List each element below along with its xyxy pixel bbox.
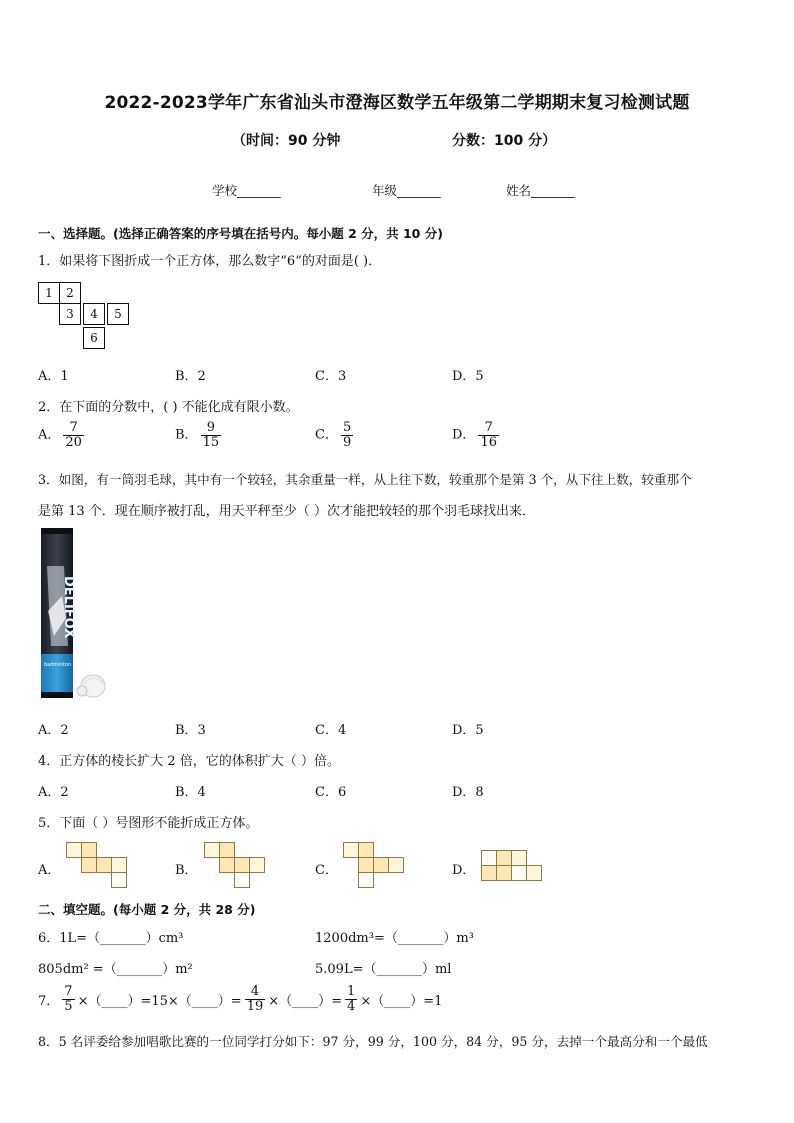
grade-field: 年级_______ <box>372 183 441 198</box>
q2-question: 2．在下面的分数中，( ) 不能化成有限小数。 <box>38 400 299 415</box>
denominator: 9 <box>342 434 352 450</box>
q2-fraction-a <box>63 421 84 449</box>
q1-option-a[interactable]: A．1 <box>38 369 69 384</box>
q3-option-d[interactable]: D．5 <box>452 723 484 738</box>
numerator: 7 <box>69 420 78 435</box>
numerator: 7 <box>64 984 73 999</box>
q7-fraction-1 <box>62 985 74 1013</box>
denominator: 15 <box>202 434 220 450</box>
q4-text: 4．正方体的棱长扩大 2 倍，它的体积扩大（ ）倍。 <box>38 754 340 769</box>
school-field: 学校_______ <box>212 183 281 198</box>
q4-option-b[interactable]: B．4 <box>175 785 206 800</box>
q7-equation <box>38 985 442 1013</box>
tube-sub-text: badminton <box>44 662 72 668</box>
q2-option-d[interactable] <box>452 421 502 449</box>
denominator: 5 <box>64 998 73 1014</box>
q4-option-c[interactable]: C．6 <box>315 785 347 800</box>
q3-option-a[interactable]: A．2 <box>38 723 69 738</box>
q6-part3: 805dm² =（_______）m² <box>38 962 193 977</box>
q3-text-line1: 3．如图，有一筒羽毛球，其中有一个较轻，其余重量一样，从上往下数，较重那个是第 3 个，从下往上数，较重那个 <box>38 472 692 487</box>
q2-option-c-label: C． <box>315 427 338 443</box>
q6-part4: 5.09L=（_______）ml <box>315 962 452 977</box>
q2-option-d-label: D． <box>452 427 476 443</box>
numerator: 4 <box>250 984 260 999</box>
denominator: 20 <box>65 434 82 450</box>
net-cell-6: 6 <box>83 327 105 349</box>
name-field: 姓名_______ <box>506 183 575 198</box>
q4-option-d[interactable]: D．8 <box>452 785 484 800</box>
net-cell-5: 5 <box>107 303 129 325</box>
q8-text: 8．5 名评委给参加唱歌比赛的一位同学打分如下：97 分，99 分，100 分，84 分，95 分，去掉一个最高分和一个最低 <box>38 1034 708 1049</box>
exam-time: （时间：90 分钟 <box>232 133 341 149</box>
q5-option-c[interactable]: C． <box>315 863 338 878</box>
numerator: 1 <box>347 984 356 999</box>
q2-option-b-label: B． <box>175 427 198 443</box>
q3-text-line2: 是第 13 个．现在顺序被打乱，用天平秤至少（ ）次才能把较轻的那个羽毛球找出来． <box>38 504 535 519</box>
q5-text: 5．下面（ ）号图形不能折成正方体。 <box>38 816 259 831</box>
numerator: 5 <box>342 420 352 435</box>
net-cell-2: 2 <box>59 282 81 304</box>
q2-fraction-c <box>341 421 353 449</box>
net-cell-3: 3 <box>59 303 81 325</box>
q1-option-c[interactable]: C．3 <box>315 369 347 384</box>
section1-heading: 一、选择题。(选择正确答案的序号填在括号内。每小题 2 分，共 10 分) <box>38 226 443 241</box>
q2-fraction-d <box>478 421 499 449</box>
q5-option-b[interactable]: B． <box>175 863 198 878</box>
q7-number: 7． <box>38 993 60 1009</box>
shuttlecock-tube-icon <box>38 526 110 706</box>
q7-part-2: ×（____）= <box>268 993 343 1009</box>
q2-option-a[interactable] <box>38 421 87 449</box>
page-title: 2022-2023学年广东省汕头市澄海区数学五年级第二学期期末复习检测试题 <box>104 93 690 113</box>
shuttlecock-tube-image <box>38 526 110 706</box>
q1-text: 1．如果将下图折成一个正方体，那么数字“6”的对面是( )． <box>38 254 382 269</box>
q2-fraction-b <box>201 421 222 449</box>
denominator: 19 <box>246 998 264 1014</box>
numerator: 9 <box>206 420 215 435</box>
q5-option-a[interactable]: A． <box>38 863 61 878</box>
q3-option-b[interactable]: B．3 <box>175 723 206 738</box>
q1-option-d[interactable]: D．5 <box>452 369 484 384</box>
q7-part-1: ×（____）=15×（____）= <box>77 993 242 1009</box>
q4-option-a[interactable]: A．2 <box>38 785 69 800</box>
q7-fraction-2 <box>245 985 266 1013</box>
q1-option-b[interactable]: B．2 <box>175 369 206 384</box>
denominator: 4 <box>347 998 356 1014</box>
q7-part-3: ×（____）=1 <box>360 993 443 1009</box>
tube-brand-text: DELIFOX <box>61 576 76 639</box>
q6-part2: 1200dm³=（_______）m³ <box>315 931 474 946</box>
q7-fraction-3 <box>345 985 357 1013</box>
q6-part1: 6．1L=（_______）cm³ <box>38 931 184 946</box>
numerator: 7 <box>484 420 493 435</box>
q3-option-c[interactable]: C．4 <box>315 723 347 738</box>
section2-heading: 二、填空题。(每小题 2 分，共 28 分) <box>38 902 256 917</box>
q1-cube-net <box>38 282 138 352</box>
q2-option-b[interactable] <box>175 421 224 449</box>
denominator: 16 <box>480 434 497 450</box>
net-cell-1: 1 <box>38 282 60 304</box>
q2-option-c[interactable] <box>315 421 356 449</box>
exam-score: 分数：100 分） <box>452 133 557 149</box>
q5-option-d[interactable]: D． <box>452 863 476 878</box>
net-cell-4: 4 <box>83 303 105 325</box>
q2-option-a-label: A． <box>38 427 61 443</box>
